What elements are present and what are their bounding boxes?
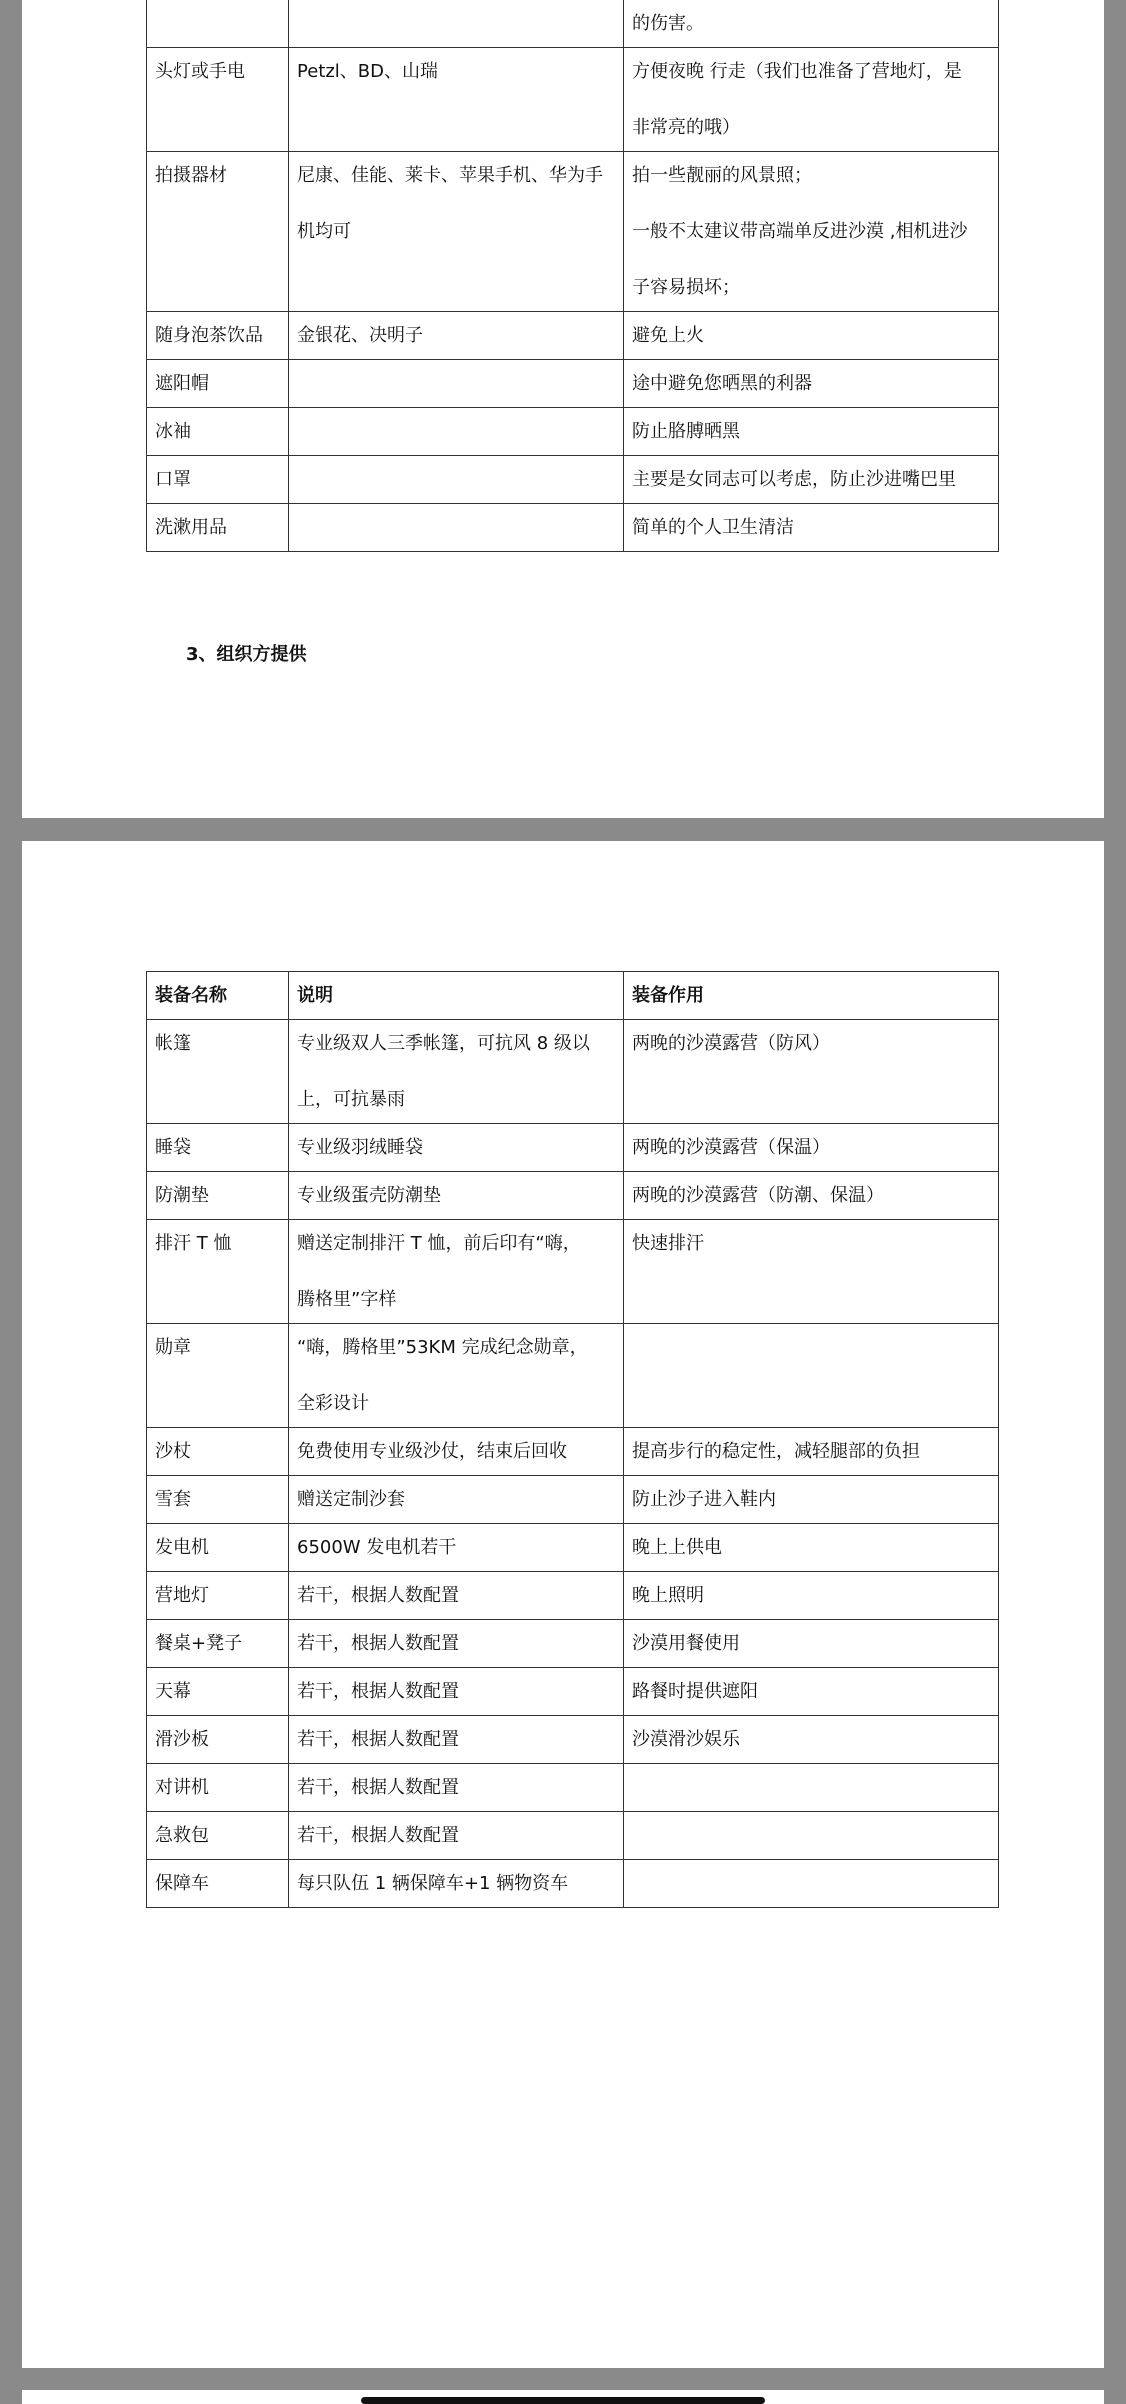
cell-desc <box>289 1124 624 1172</box>
cell-purpose <box>624 1428 999 1476</box>
cell-name: 冰袖 <box>147 408 289 456</box>
cell-name: 帐篷 <box>147 1020 289 1124</box>
cell-purpose-line: 简单的个人卫生清洁 <box>632 517 794 538</box>
cell-name: 勋章 <box>147 1324 289 1428</box>
cell-desc <box>289 1524 624 1572</box>
header-desc: 说明 <box>289 972 624 1020</box>
cell-desc <box>289 360 624 408</box>
cell-purpose <box>624 1764 999 1812</box>
cell-name: 急救包 <box>147 1812 289 1860</box>
table-row <box>147 1172 999 1220</box>
cell-name <box>147 0 289 48</box>
cell-desc <box>289 1620 624 1668</box>
cell-purpose-line: 非常亮的哦） <box>632 117 740 138</box>
cell-desc-line: 6500W 发电机若干 <box>297 1537 457 1558</box>
table-row <box>147 1324 999 1428</box>
cell-purpose <box>624 1524 999 1572</box>
table-row <box>147 1764 999 1812</box>
document-page-1 <box>22 0 1104 818</box>
cell-purpose <box>624 48 999 152</box>
cell-desc-line: 若干，根据人数配置 <box>297 1825 459 1846</box>
cell-name: 头灯或手电 <box>147 48 289 152</box>
table-row <box>147 1124 999 1172</box>
cell-desc <box>289 1812 624 1860</box>
cell-purpose <box>624 360 999 408</box>
table-row <box>147 152 999 312</box>
cell-purpose-line: 两晚的沙漠露营（保温） <box>632 1137 830 1158</box>
cell-purpose <box>624 1812 999 1860</box>
cell-purpose <box>624 1572 999 1620</box>
cell-desc-line: Petzl、BD、山瑞 <box>297 61 439 82</box>
cell-name: 营地灯 <box>147 1572 289 1620</box>
table-row <box>147 1860 999 1908</box>
cell-purpose-line: 避免上火 <box>632 325 704 346</box>
cell-purpose-line: 防止胳膊晒黑 <box>632 421 740 442</box>
cell-desc <box>289 312 624 360</box>
cell-purpose <box>624 1716 999 1764</box>
cell-purpose-line: 一般不太建议带高端单反进沙漠 ,相机进沙 <box>632 221 968 242</box>
cell-name: 随身泡茶饮品 <box>147 312 289 360</box>
cell-purpose-line: 防止沙子进入鞋内 <box>632 1489 776 1510</box>
cell-purpose-line: 沙漠用餐使用 <box>632 1633 740 1654</box>
cell-purpose <box>624 152 999 312</box>
cell-desc-line: 机均可 <box>297 221 351 242</box>
cell-desc-line: 每只队伍 1 辆保障车+1 辆物资车 <box>297 1873 569 1894</box>
cell-desc <box>289 48 624 152</box>
cell-name: 防潮垫 <box>147 1172 289 1220</box>
cell-purpose-line: 路餐时提供遮阳 <box>632 1681 758 1702</box>
table-row <box>147 1220 999 1324</box>
table-row <box>147 1524 999 1572</box>
cell-desc <box>289 1716 624 1764</box>
table-row <box>147 1476 999 1524</box>
cell-purpose-line: 两晚的沙漠露营（防潮、保温） <box>632 1185 884 1206</box>
cell-desc <box>289 152 624 312</box>
cell-desc <box>289 1428 624 1476</box>
cell-purpose <box>624 504 999 552</box>
cell-desc-line: 赠送定制沙套 <box>297 1489 405 1510</box>
cell-desc-line: 赠送定制排汗 T 恤，前后印有“嗨， <box>297 1233 581 1254</box>
cell-desc <box>289 1668 624 1716</box>
organizer-equipment-table <box>146 971 999 1908</box>
cell-name: 口罩 <box>147 456 289 504</box>
cell-purpose-line: 两晚的沙漠露营（防风） <box>632 1033 830 1054</box>
cell-name: 发电机 <box>147 1524 289 1572</box>
cell-name: 拍摄器材 <box>147 152 289 312</box>
cell-desc-line: 腾格里”字样 <box>297 1289 397 1310</box>
cell-desc-line: 免费使用专业级沙仗，结束后回收 <box>297 1441 567 1462</box>
cell-desc-line: 若干，根据人数配置 <box>297 1633 459 1654</box>
cell-desc-line: 若干，根据人数配置 <box>297 1681 459 1702</box>
cell-desc-line: 若干，根据人数配置 <box>297 1729 459 1750</box>
table-row <box>147 1572 999 1620</box>
cell-purpose <box>624 1668 999 1716</box>
cell-purpose-line: 快速排汗 <box>632 1233 704 1254</box>
table-row <box>147 360 999 408</box>
organizer-equipment-table-body <box>147 1020 999 1908</box>
cell-desc-line: 上，可抗暴雨 <box>297 1089 405 1110</box>
cell-desc <box>289 504 624 552</box>
cell-desc-line: 若干，根据人数配置 <box>297 1777 459 1798</box>
cell-desc-line: 尼康、佳能、莱卡、苹果手机、华为手 <box>297 165 603 186</box>
cell-desc <box>289 0 624 48</box>
cell-desc-line: 专业级羽绒睡袋 <box>297 1137 423 1158</box>
header-name: 装备名称 <box>147 972 289 1020</box>
home-indicator[interactable] <box>361 2397 765 2404</box>
cell-desc-line: 金银花、决明子 <box>297 325 423 346</box>
cell-desc <box>289 1220 624 1324</box>
cell-desc <box>289 408 624 456</box>
personal-equipment-table-body <box>147 0 999 552</box>
cell-purpose <box>624 1324 999 1428</box>
cell-purpose-line: 的伤害。 <box>632 13 704 34</box>
cell-desc <box>289 1172 624 1220</box>
table-header-row <box>147 972 999 1020</box>
cell-name: 排汗 T 恤 <box>147 1220 289 1324</box>
table-row <box>147 1812 999 1860</box>
cell-purpose <box>624 1172 999 1220</box>
cell-purpose <box>624 0 999 48</box>
cell-desc-line: “嗨，腾格里”53KM 完成纪念勋章， <box>297 1337 588 1358</box>
document-page-2 <box>22 841 1104 2368</box>
cell-desc <box>289 1764 624 1812</box>
table-row <box>147 408 999 456</box>
cell-purpose <box>624 312 999 360</box>
header-purpose: 装备作用 <box>624 972 999 1020</box>
cell-name: 天幕 <box>147 1668 289 1716</box>
cell-name: 对讲机 <box>147 1764 289 1812</box>
cell-desc-line: 专业级双人三季帐篷，可抗风 8 级以 <box>297 1033 590 1054</box>
cell-name: 遮阳帽 <box>147 360 289 408</box>
cell-purpose-line: 沙漠滑沙娱乐 <box>632 1729 740 1750</box>
cell-name: 洗漱用品 <box>147 504 289 552</box>
cell-purpose <box>624 1476 999 1524</box>
cell-desc <box>289 456 624 504</box>
cell-purpose <box>624 1124 999 1172</box>
cell-desc <box>289 1476 624 1524</box>
cell-purpose <box>624 456 999 504</box>
cell-purpose <box>624 1020 999 1124</box>
table-row <box>147 0 999 48</box>
table-row <box>147 312 999 360</box>
table-row <box>147 1620 999 1668</box>
table-row <box>147 504 999 552</box>
cell-name: 餐桌+凳子 <box>147 1620 289 1668</box>
cell-desc-line: 全彩设计 <box>297 1393 369 1414</box>
cell-purpose-line: 晚上上供电 <box>632 1537 722 1558</box>
cell-purpose <box>624 408 999 456</box>
cell-name: 雪套 <box>147 1476 289 1524</box>
table-row <box>147 48 999 152</box>
table-row <box>147 456 999 504</box>
cell-purpose-line: 方便夜晚 行走（我们也准备了营地灯，是 <box>632 61 962 82</box>
cell-desc-line: 若干，根据人数配置 <box>297 1585 459 1606</box>
table-row <box>147 1020 999 1124</box>
cell-name: 保障车 <box>147 1860 289 1908</box>
cell-name: 滑沙板 <box>147 1716 289 1764</box>
cell-desc <box>289 1020 624 1124</box>
cell-desc-line: 专业级蛋壳防潮垫 <box>297 1185 441 1206</box>
cell-name: 沙杖 <box>147 1428 289 1476</box>
section-heading: 3、组织方提供 <box>186 644 307 665</box>
table-row <box>147 1428 999 1476</box>
cell-purpose-line: 主要是女同志可以考虑，防止沙进嘴巴里 <box>632 469 956 490</box>
table-row <box>147 1668 999 1716</box>
cell-purpose <box>624 1620 999 1668</box>
cell-purpose <box>624 1220 999 1324</box>
personal-equipment-table <box>146 0 999 552</box>
cell-desc <box>289 1572 624 1620</box>
cell-purpose-line: 提高步行的稳定性，减轻腿部的负担 <box>632 1441 920 1462</box>
cell-desc <box>289 1860 624 1908</box>
cell-name: 睡袋 <box>147 1124 289 1172</box>
cell-purpose-line: 子容易损坏； <box>632 277 740 298</box>
cell-purpose-line: 途中避免您晒黑的利器 <box>632 373 812 394</box>
cell-desc <box>289 1324 624 1428</box>
cell-purpose-line: 晚上照明 <box>632 1585 704 1606</box>
cell-purpose <box>624 1860 999 1908</box>
table-row <box>147 1716 999 1764</box>
cell-purpose-line: 拍一些靓丽的风景照； <box>632 165 812 186</box>
